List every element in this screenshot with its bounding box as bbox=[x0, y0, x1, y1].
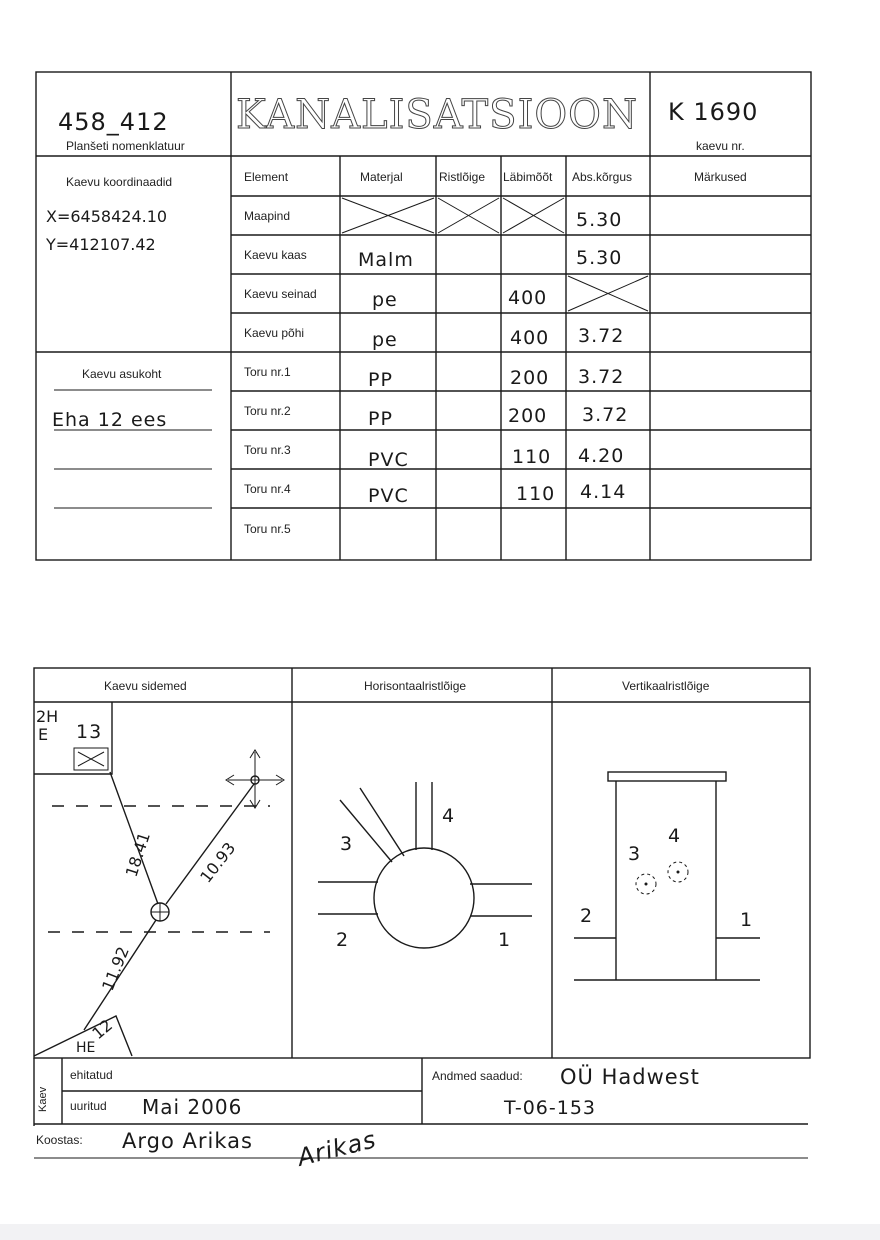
col-cross-section: Ristlõige bbox=[439, 170, 486, 184]
direction-arrows-icon bbox=[226, 750, 284, 808]
building-bottom-code: HE bbox=[76, 1040, 96, 1056]
svg-text:Toru nr.2: Toru nr.2 bbox=[244, 404, 291, 418]
page-title: KANALISATSIOON bbox=[236, 92, 638, 138]
coordinates-label: Kaevu koordinaadid bbox=[66, 175, 173, 189]
svg-text:Toru nr.4: Toru nr.4 bbox=[244, 482, 291, 496]
svg-text:Kaevu kaas: Kaevu kaas bbox=[244, 248, 307, 262]
svg-text:Kaevu seinad: Kaevu seinad bbox=[244, 287, 317, 301]
abs-height-value: 4.14 bbox=[580, 481, 627, 503]
side-label: Kaev bbox=[37, 1086, 49, 1112]
abs-height-value: 4.20 bbox=[578, 445, 625, 467]
diameter-value: 110 bbox=[516, 483, 556, 505]
distance-label: 11.92 bbox=[98, 943, 133, 994]
distance-label: 18.41 bbox=[121, 829, 154, 880]
table-row bbox=[244, 325, 624, 351]
well-cover bbox=[608, 772, 726, 781]
connections-label: Kaevu sidemed bbox=[104, 679, 187, 693]
table-row bbox=[244, 365, 624, 391]
table-row bbox=[244, 522, 291, 536]
diameter-value: 400 bbox=[508, 287, 548, 309]
diameter-value: 400 bbox=[510, 327, 550, 349]
built-label: ehitatud bbox=[70, 1068, 113, 1082]
pipe-label: 3 bbox=[340, 833, 354, 855]
well-number-label: kaevu nr. bbox=[696, 139, 745, 153]
surveyed-label: uuritud bbox=[70, 1099, 107, 1113]
sheet-nomenclature-label: Planšeti nomenklatuur bbox=[66, 139, 185, 153]
abs-height-value: 3.72 bbox=[578, 325, 625, 347]
svg-text:Toru nr.1: Toru nr.1 bbox=[244, 365, 291, 379]
building-bottom-number: 12 bbox=[88, 1015, 117, 1044]
bottom-form-border bbox=[34, 668, 810, 1058]
location-label: Kaevu asukoht bbox=[82, 367, 162, 381]
col-diameter: Läbimõõt bbox=[503, 170, 553, 184]
pipe-label: 4 bbox=[668, 825, 682, 847]
horizontal-section-sketch bbox=[318, 782, 532, 951]
table-row bbox=[244, 481, 626, 507]
col-abs-height: Abs.kõrgus bbox=[572, 170, 633, 184]
bottom-form bbox=[34, 668, 810, 1058]
coordinate-y: Y=412107.42 bbox=[46, 235, 156, 254]
pipe-label: 1 bbox=[740, 909, 754, 931]
pipe-label: 2 bbox=[336, 929, 350, 951]
material-value: PVC bbox=[368, 449, 409, 471]
material-value: PP bbox=[368, 408, 393, 430]
building-top-code: 2H bbox=[36, 707, 59, 726]
well-circle bbox=[374, 848, 474, 948]
sheet-nomenclature: 458_412 bbox=[58, 108, 169, 136]
col-element: Element bbox=[244, 170, 289, 184]
data-from-value: OÜ Hadwest bbox=[560, 1065, 700, 1089]
compiled-label: Koostas: bbox=[36, 1133, 83, 1147]
footer bbox=[34, 1058, 808, 1172]
vertical-section-label: Vertikaalristlõige bbox=[622, 679, 710, 693]
abs-height-value: 3.72 bbox=[578, 366, 625, 388]
coordinate-x: X=6458424.10 bbox=[46, 207, 168, 226]
building-top-number: 13 bbox=[76, 721, 103, 743]
connections-sketch bbox=[34, 702, 284, 1056]
pipe-label: 3 bbox=[628, 843, 642, 865]
scan-edge bbox=[0, 1224, 880, 1240]
table-row bbox=[244, 443, 624, 471]
data-from-ref: T-06-153 bbox=[504, 1097, 597, 1119]
svg-text:Maapind: Maapind bbox=[244, 209, 291, 223]
diameter-value: 110 bbox=[512, 446, 552, 468]
material-value: PP bbox=[368, 369, 393, 391]
pipe-label: 2 bbox=[580, 905, 594, 927]
surveyed-value: Mai 2006 bbox=[142, 1095, 243, 1119]
distance-label: 10.93 bbox=[196, 838, 240, 887]
material-value: Malm bbox=[358, 249, 414, 271]
location-value: Eha 12 ees bbox=[52, 409, 168, 431]
diameter-value: 200 bbox=[508, 405, 548, 427]
material-value: pe bbox=[372, 329, 398, 351]
svg-text:Toru nr.3: Toru nr.3 bbox=[244, 443, 291, 457]
data-from-label: Andmed saadud: bbox=[432, 1069, 523, 1083]
material-value: pe bbox=[372, 289, 398, 311]
svg-text:Kaevu põhi: Kaevu põhi bbox=[244, 326, 305, 340]
compiled-value: Argo Arikas bbox=[122, 1129, 253, 1153]
col-material: Materjal bbox=[360, 170, 403, 184]
pipe-label: 1 bbox=[498, 929, 512, 951]
diameter-value: 200 bbox=[510, 367, 550, 389]
material-value: PVC bbox=[368, 485, 409, 507]
horizontal-section-label: Horisontaalristlõige bbox=[364, 679, 467, 693]
col-remarks: Märkused bbox=[694, 170, 747, 184]
svg-text:Toru nr.5: Toru nr.5 bbox=[244, 522, 291, 536]
abs-height-value: 3.72 bbox=[582, 404, 629, 426]
abs-height-value: 5.30 bbox=[576, 209, 623, 231]
top-form bbox=[36, 72, 811, 560]
building-top-code2: E bbox=[38, 725, 49, 744]
well-number: K 1690 bbox=[668, 98, 759, 126]
signature: Arikas bbox=[294, 1125, 380, 1172]
table-row bbox=[244, 287, 547, 311]
vertical-section-sketch bbox=[574, 772, 760, 980]
pipe-label: 4 bbox=[442, 805, 456, 827]
abs-height-value: 5.30 bbox=[576, 247, 623, 269]
